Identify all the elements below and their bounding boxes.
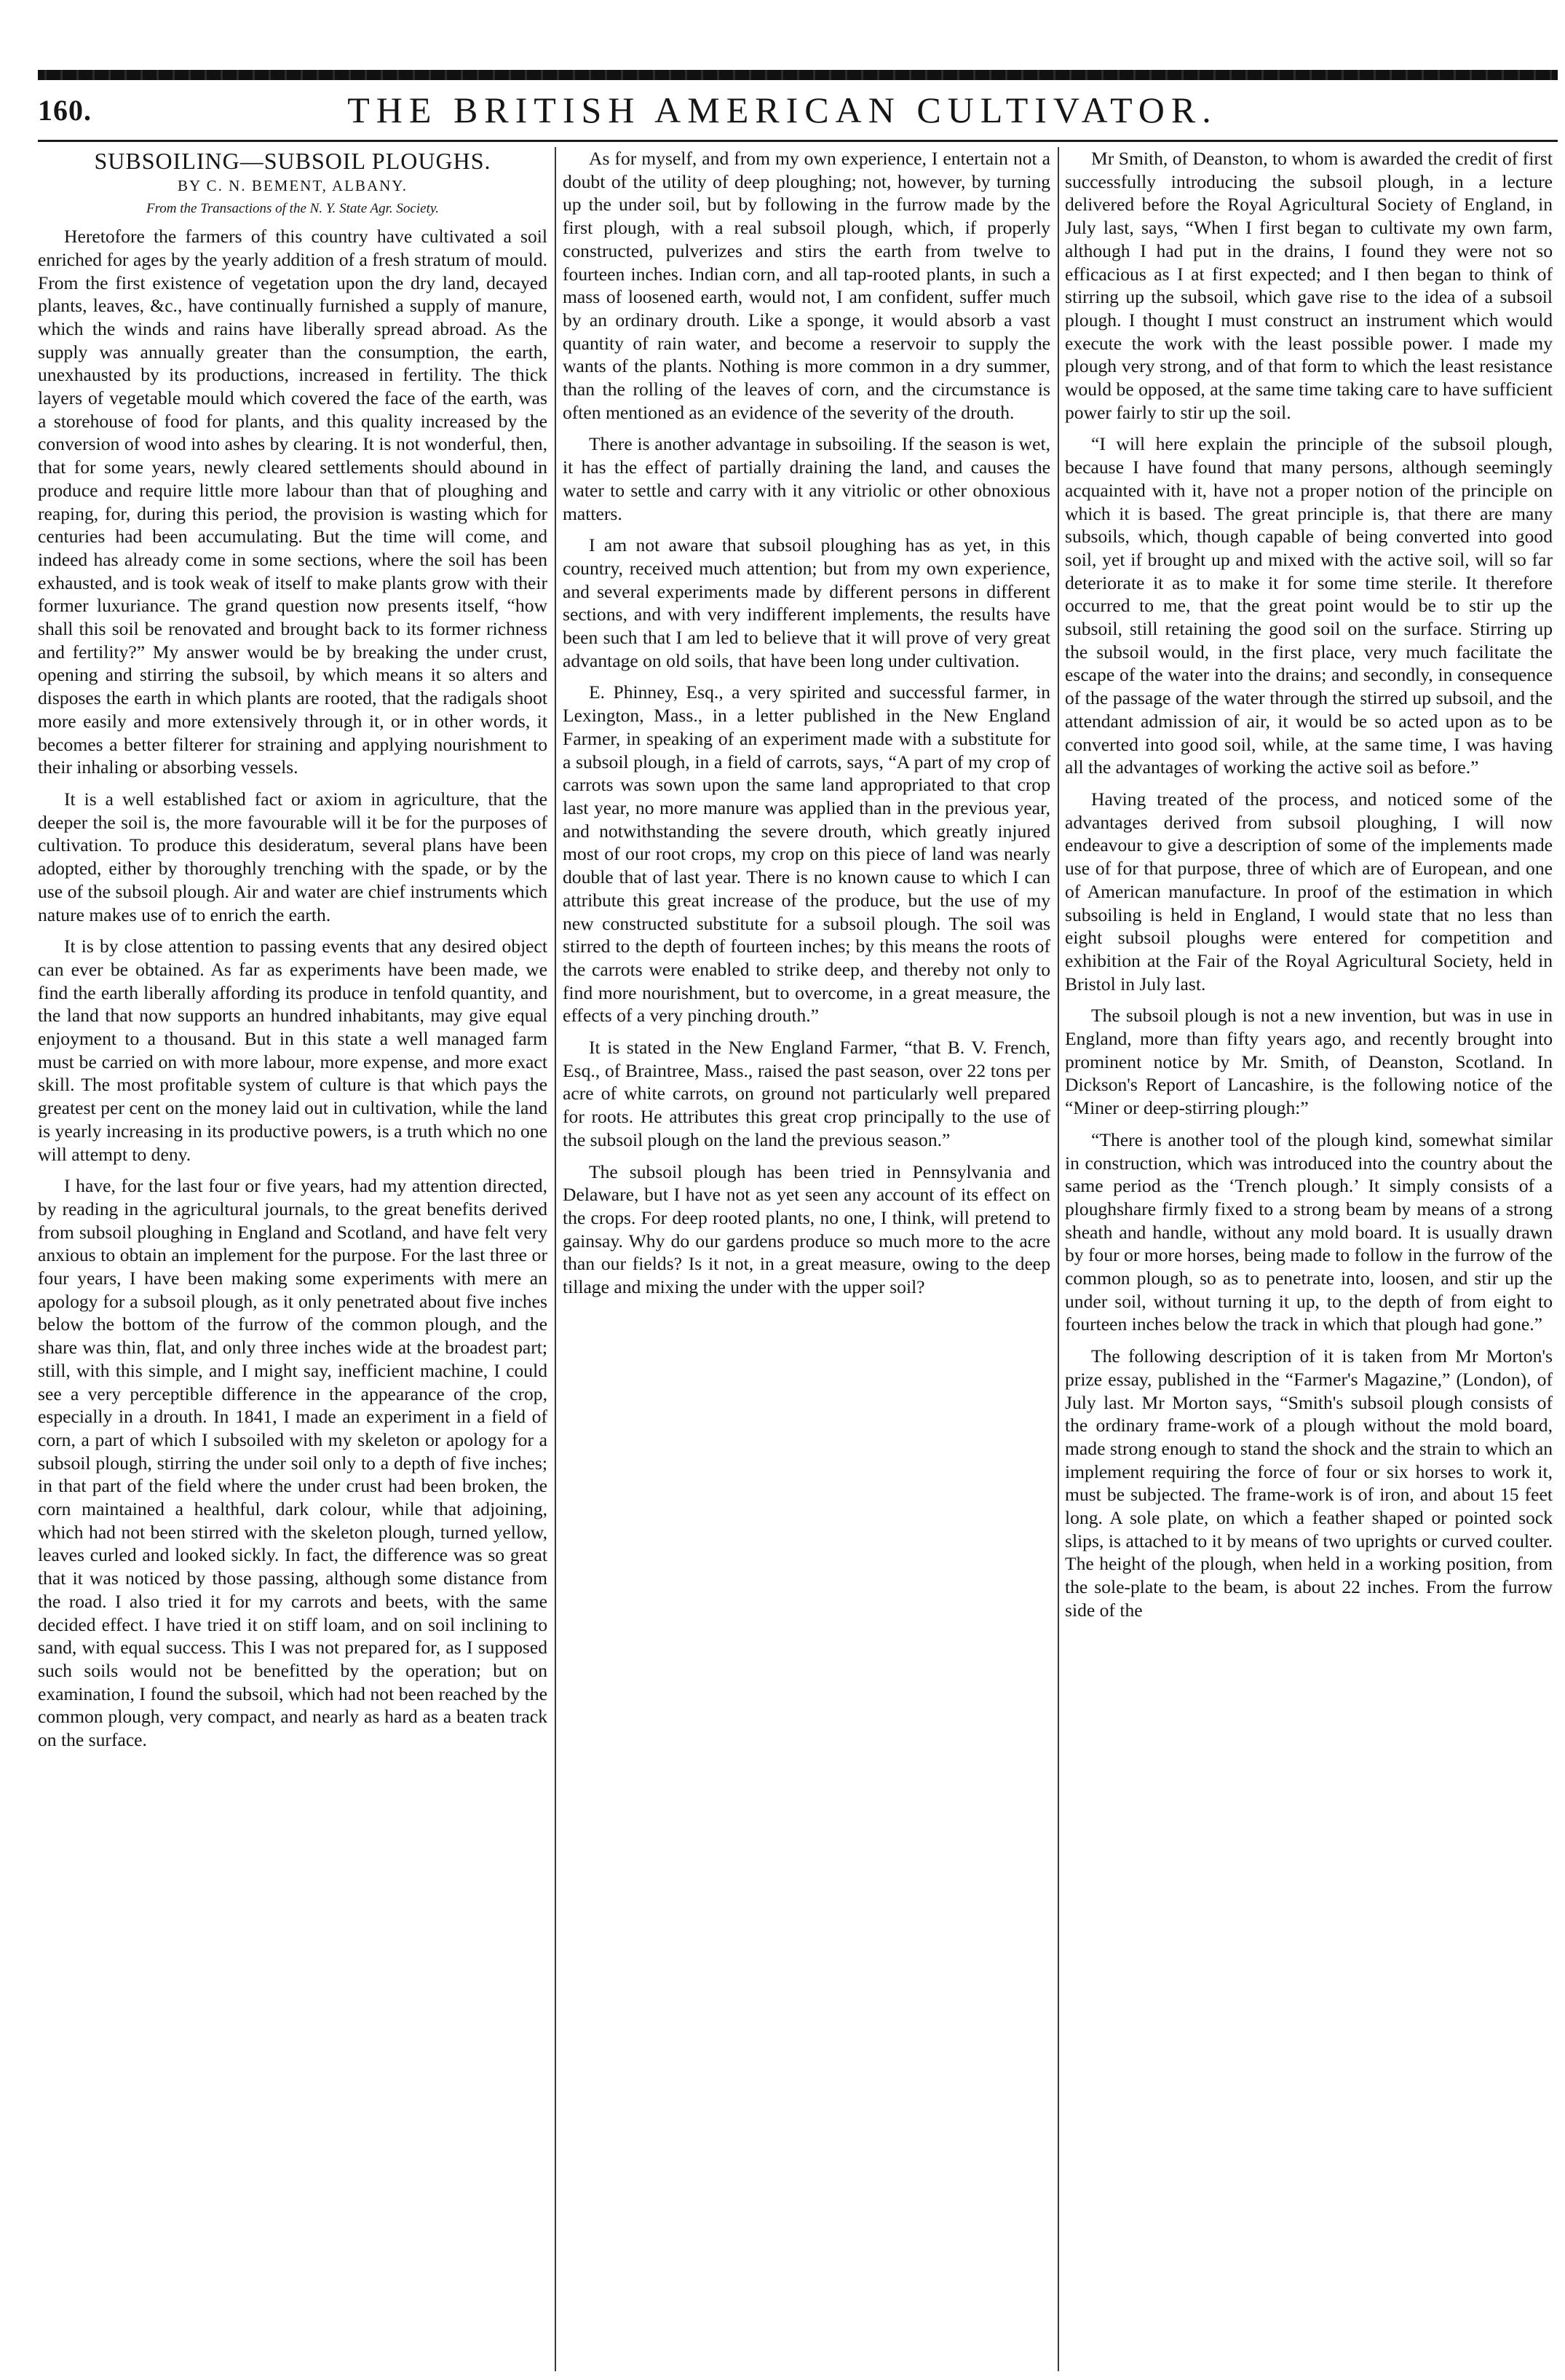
article-byline: BY C. N. BEMENT, ALBANY. bbox=[178, 176, 408, 194]
paragraph: It is stated in the New England Farmer, “that B. V. French, Esq., of Braintree, Mass., raised the past season, over 22 tons per acre of white carrots, on ground not particularly well prepared for roots. He attributes this great crop principally to the use of the subsoil plough on the land the previous season.” bbox=[563, 1037, 1050, 1150]
column-divider bbox=[555, 147, 556, 2371]
column-1 bbox=[38, 147, 547, 1752]
paragraph: The subsoil plough has been tried in Pennsylvania and Delaware, but I have not as yet seen any account of its effect on the crops. For deep rooted plants, no one, I think, will pretend to gainsay. Why do our gardens produce so much more to the acre than our fields? Is it not, in a great measure, owing to the deep tillage and mixing the under with the upper soil? bbox=[563, 1161, 1050, 1298]
page-number: 160. bbox=[38, 94, 92, 127]
paragraph: E. Phinney, Esq., a very spirited and successful farmer, in Lexington, Mass., in a letter published in the New England Farmer, in speaking of an experiment made with a substitute for a subsoil plough, in a field of carrots, says, “A part of my crop of carrots was sown upon the same land appropriated to that crop last year, no more manure was applied than in the previous year, and notwithstanding the severe drouth, which greatly injured most of our root crops, my crop on this piece of land was nearly double that of last year. There is no known cause to which I can attribute this great increase of the produce, but the use of my new constructed substitute for a subsoil plough. The soil was stirred to the depth of fourteen inches; by this means the roots of the carrots were enabled to strike deep, and thereby not only to find more nourishment, but to overcome, in a great measure, the effects of a very pinching drouth.” bbox=[563, 681, 1050, 1027]
column-divider bbox=[1058, 147, 1059, 2371]
article-source: From the Transactions of the N. Y. State Agr. Society. bbox=[146, 201, 439, 217]
quote-paragraph: “There is another tool of the plough kind, somewhat similar in construction, which was introduced into the country about the same period as the ‘Trench plough.’ It simply consists of a ploughshare firmly fixed to a strong beam by means of a strong sheath and handle, without any mold board. It is usually drawn by four or more horses, being made to follow in the furrow of the common plough, so as to penetrate into, loosen, and stir up the under soil, without turning it up, to the depth of from eight to fourteen inches below the track in which that plough had gone.” bbox=[1065, 1128, 1553, 1335]
paragraph: It is by close attention to passing events that any desired object can ever be obtained. As far as experiments have been made, we find the earth liberally affording its produce in tenfold quantity, and the land that now supports an hundred inhabitants, may give equal enjoyment to a thousand. But in this state a well managed farm must be carried on with more labour, more expense, and more exact skill. The most profitable system of culture is that which pays the greatest per cent on the money laid out in cultivation, while the land is yearly increasing in its productive powers, is a truth which no one will attempt to deny. bbox=[38, 936, 547, 1165]
header-rule bbox=[38, 140, 1558, 142]
paragraph: There is another advantage in subsoiling. If the season is wet, it has the effect of partially draining the land, and causes the water to settle and carry with it any vitriolic or other obnoxious matters. bbox=[563, 433, 1050, 524]
top-ornamental-rule bbox=[38, 70, 1558, 80]
paragraph: Mr Smith, of Deanston, to whom is awarded the credit of first successfully introducing the subsoil plough, in a lecture delivered before the Royal Agricultural Society of England, in July last, says, “When I first began to cultivate my own farm, although I had put in the drains, I found they were not so efficacious as I at first expected; and I then began to think of stirring up the subsoil, which gave rise to the idea of a subsoil plough. I thought I must construct an instrument which would execute the work with the least possible power. I made my plough very strong, and of that form to which the least resistance would be opposed, at the same time taking care to have sufficient power fairly to stir up the soil. bbox=[1065, 148, 1553, 423]
paragraph: The following description of it is taken from Mr Morton's prize essay, published in the “Farmer's Magazine,” (London), of July last. Mr Morton says, “Smith's subsoil plough consists of the ordinary frame-work of a plough without the mold board, made strong enough to stand the shock and the strain to which an implement requiring the force of four or six horses to work it, must be subjected. The frame-work is of iron, and about 15 feet long. A sole plate, on which a feather shaped or pointed sock slips, is attached to it by means of two uprights or curved coulter. The height of the plough, when held in a working position, from the sole-plate to the beam, is about 22 inches. From the furrow side of the bbox=[1065, 1345, 1553, 1621]
column-3 bbox=[1065, 147, 1553, 1631]
paragraph: Heretofore the farmers of this country have cultivated a soil enriched for ages by the yearly addition of a fresh stratum of mould. From the first existence of vegetation upon the dry land, decayed plants, leaves, &c., have continually furnished a supply of manure, which the winds and rains have liberally spread abroad. As the supply was annually greater than the consumption, the earth, unexhausted by its productions, increased in fertility. The thick layers of vegetable mould which covered the face of the earth, was a storehouse of food for plants, and this quality increased by the conversion of wood into ashes by clearing. It is not wonderful, then, that for some years, newly cleared settlements should abound in produce and require little more labour than that of ploughing and reaping, for, during this period, the provision is wasting which for centuries had been accumulating. But the time will come, and indeed has already come in some sections, where the soil has been exhausted, and is took weak of itself to make plants grow with their former luxuriance. The grand question now presents itself, “how shall this soil be renovated and brought back to its former richness and fertility?” My answer would be by breaking the under crust, opening and stirring the subsoil, by which means it so alters and disposes the earth in which plants are rooted, that the radigals shoot more easily and more extensively through it, or in other words, it becomes a better filterer for straining and applying nourishment to their inhaling or absorbing vessels. bbox=[38, 226, 547, 778]
paragraph: I am not aware that subsoil ploughing has as yet, in this country, received much attention; but from my own experience, and several experiments made by different persons in different sections, and with very indifferent implements, the results have been such that I am led to believe that it will prove of very great advantage on old soils, that have been long under cultivation. bbox=[563, 534, 1050, 671]
paragraph: The subsoil plough is not a new invention, but was in use in England, more than fifty years ago, and recently brought into prominent notice by Mr. Smith, of Deanston, Scotland. In Dickson's Report of Lancashire, is the following notice of the “Miner or deep-stirring plough:” bbox=[1065, 1005, 1553, 1119]
article-title: SUBSOILING—SUBSOIL PLOUGHS. bbox=[94, 148, 491, 174]
paragraph: “I will here explain the principle of the subsoil plough, because I have found that many persons, although seemingly acquainted with it, have not a proper notion of the principle on which it is based. The great principle is, that there are many subsoils, which, though capable of being converted into good soil, yet if brought up and mixed with the active soil, will so far deteriorate it as to make it for some time sterile. It therefore occurred to me, that the great point would be to stir up the subsoil, still retaining the good soil on the surface. Stirring up the subsoil would, in the first place, very much facilitate the escape of the water into the drains; and secondly, in consequence of the passage of the water through the stirred up subsoil, and the attendant admission of air, it would be so acted upon as to be converted into good soil, while, at the same time, I was having all the advantages of working the active soil as before.” bbox=[1065, 433, 1553, 778]
paragraph: As for myself, and from my own experience, I entertain not a doubt of the utility of deep ploughing; not, however, by turning up the under soil, but by following in the furrow made by the first plough, with a real subsoil plough, which, if properly constructed, pulverizes and stirs the earth from twelve to fourteen inches. Indian corn, and all tap-rooted plants, in such a mass of loosened earth, would not, I am confident, suffer much by an ordinary drouth. Like a sponge, it would absorb a vast quantity of rain water, and become a reservoir to supply the wants of the plants. Nothing is more common in a dry summer, than the rolling of the leaves of corn, and the circumstance is often mentioned as an evidence of the severity of the drouth. bbox=[563, 148, 1050, 423]
paragraph: Having treated of the process, and noticed some of the advantages derived from subsoil ploughing, I will now endeavour to give a description of some of the implements made use of for that purpose, three of which are of European, and one of American manufacture. In proof of the estimation in which subsoiling is held in England, I would state that no less than eight subsoil ploughs were entered for competition and exhibition at the Fair of the Royal Agricultural Society, held in Bristol in July last. bbox=[1065, 788, 1553, 995]
paragraph: I have, for the last four or five years, had my attention directed, by reading in the agricultural journals, to the great benefits derived from subsoil ploughing in England and Scotland, and have felt very anxious to obtain an implement for the purpose. For the last three or four years, I have been making some experiments with mere an apology for a subsoil plough, as it only penetrated about five inches below the bottom of the furrow of the common plough, and the share was thin, flat, and only three inches wide at the broadest part; still, with this simple, and I might say, inefficient machine, I could see a very perceptible difference in the appearance of the crop, especially in a drouth. In 1841, I made an experiment in a field of corn, a part of which I subsoiled with my skeleton or apology for a subsoil plough, stirring the under soil only to a depth of five inches; in that part of the field where the under crust had been broken, the corn maintained a healthful, dark colour, while that adjoining, which had not been stirred with the skeleton plough, turned yellow, leaves curled and looked sickly. In fact, the difference was so great that it was noticed by those passing, although some distance from the road. I also tried it for my carrots and beets, with the same decided effect. I have tried it on stiff loam, and on soil inclining to sand, with equal success. This I was not prepared for, as I supposed such soils would not be benefitted by the operation; but on examination, I found the subsoil, which had not been reached by the common plough, very compact, and nearly as hard as a beaten track on the surface. bbox=[38, 1175, 547, 1751]
paragraph: It is a well established fact or axiom in agriculture, that the deeper the soil is, the more favourable will it be for the purposes of cultivation. To produce this desideratum, several plans have been adopted, either by thoroughly trenching with the spade, or by the use of the subsoil plough. Air and water are chief instruments which nature makes use of to enrich the earth. bbox=[38, 788, 547, 925]
column-2 bbox=[563, 147, 1050, 1308]
masthead-title: THE BRITISH AMERICAN CULTIVATOR. bbox=[347, 90, 1218, 130]
